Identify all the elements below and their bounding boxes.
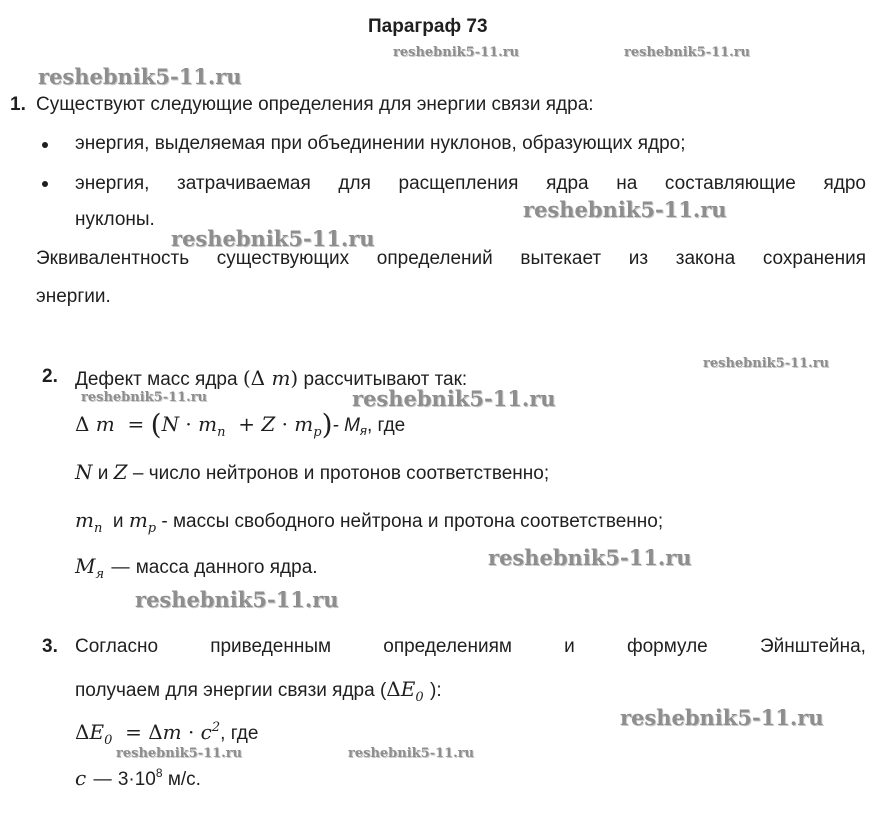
symbol-z: Z bbox=[113, 460, 128, 484]
watermark: reshebnik5-11.ru bbox=[624, 45, 751, 60]
c-exponent: 8 bbox=[155, 766, 163, 780]
symbol-n: N bbox=[75, 460, 93, 484]
and-text: и bbox=[112, 511, 124, 532]
line-text: ): bbox=[430, 680, 442, 701]
watermark: reshebnik5-11.ru bbox=[135, 587, 339, 612]
definition-text: – число нейтронов и протонов соответственно; bbox=[127, 463, 550, 484]
formula-where: , где bbox=[220, 723, 259, 744]
section3-line2 bbox=[75, 677, 442, 705]
bullet-text-continued: нуклоны. bbox=[75, 209, 155, 230]
symbol-mn: $m_n$ bbox=[75, 508, 103, 536]
c-unit: м/с. bbox=[162, 769, 201, 790]
formula-where: , где bbox=[366, 415, 406, 436]
binding-energy-symbol: $\Delta E_0$ bbox=[386, 677, 424, 705]
bullet-marker bbox=[42, 142, 48, 148]
mass-defect-symbol: (Δ m) bbox=[242, 366, 299, 390]
section3-line1 bbox=[75, 636, 866, 658]
formula-expression: $\Delta E_0 = \Delta m \cdot c^2$ bbox=[75, 720, 221, 748]
bullet-text: энергия, выделяемая при объединении нуклонов, образующих ядро; bbox=[75, 133, 686, 154]
nz-definition bbox=[75, 460, 549, 485]
watermark: reshebnik5-11.ru bbox=[171, 226, 375, 251]
section1-conclusion-continued: энергии. bbox=[36, 286, 111, 307]
section1-intro: Существуют следующие определения для энергии связи ядра: bbox=[36, 94, 594, 115]
watermark: reshebnik5-11.ru bbox=[81, 390, 208, 405]
symbol-c: c — bbox=[75, 766, 113, 790]
line-text: получаем для энергии связи ядра ( bbox=[75, 680, 387, 701]
formula-tail: - M bbox=[332, 415, 360, 436]
watermark: reshebnik5-11.ru bbox=[703, 356, 830, 371]
watermark: reshebnik5-11.ru bbox=[38, 64, 242, 89]
watermark: reshebnik5-11.ru bbox=[523, 197, 727, 222]
section-number: 2. bbox=[42, 366, 58, 387]
definition-text: масса данного ядра. bbox=[130, 557, 318, 578]
symbol-mp: $m_p$ bbox=[128, 508, 157, 536]
word: определениям bbox=[383, 636, 512, 657]
formula-expression: Δ $m = (N \cdot m_n + Z \cdot m_p)$ bbox=[75, 408, 333, 441]
watermark: reshebnik5-11.ru bbox=[620, 705, 824, 730]
einstein-formula bbox=[75, 720, 258, 748]
nucleus-mass-definition bbox=[75, 554, 318, 582]
bullet-marker bbox=[42, 181, 48, 187]
page-title: Параграф 73 bbox=[368, 16, 488, 37]
speed-of-light-definition bbox=[75, 766, 201, 791]
word: формуле bbox=[626, 636, 708, 657]
word: приведенным bbox=[210, 636, 332, 657]
mass-defect-formula bbox=[75, 408, 405, 441]
watermark: reshebnik5-11.ru bbox=[488, 545, 692, 570]
definition-text: - массы свободного нейтрона и протона соответственно; bbox=[156, 511, 664, 532]
and-text: и bbox=[92, 463, 114, 484]
section2-intro bbox=[75, 366, 467, 391]
section-number: 3. bbox=[42, 636, 58, 657]
word: Согласно bbox=[75, 636, 159, 657]
word: и bbox=[564, 636, 575, 657]
bullet-text: энергия, затрачиваемая для расщепления ядра на составляющие ядро bbox=[75, 173, 866, 194]
watermark: reshebnik5-11.ru bbox=[352, 386, 556, 411]
intro-text: Дефект масс ядра bbox=[75, 369, 238, 390]
section-number: 1. bbox=[10, 94, 26, 115]
watermark: reshebnik5-11.ru bbox=[348, 746, 475, 761]
masses-definition bbox=[75, 508, 663, 536]
intro-text: рассчитывают так: bbox=[303, 369, 468, 390]
c-value: 3·10 bbox=[112, 769, 156, 790]
watermark: reshebnik5-11.ru bbox=[393, 45, 520, 60]
symbol-my: $M_я$ — bbox=[75, 554, 131, 582]
word: Эйнштейна, bbox=[759, 636, 866, 657]
section1-conclusion: Эквивалентность существующих определений вытекает из закона сохранения bbox=[36, 248, 866, 269]
formula-tail-subscript: я bbox=[359, 423, 367, 438]
watermark: reshebnik5-11.ru bbox=[116, 746, 243, 761]
